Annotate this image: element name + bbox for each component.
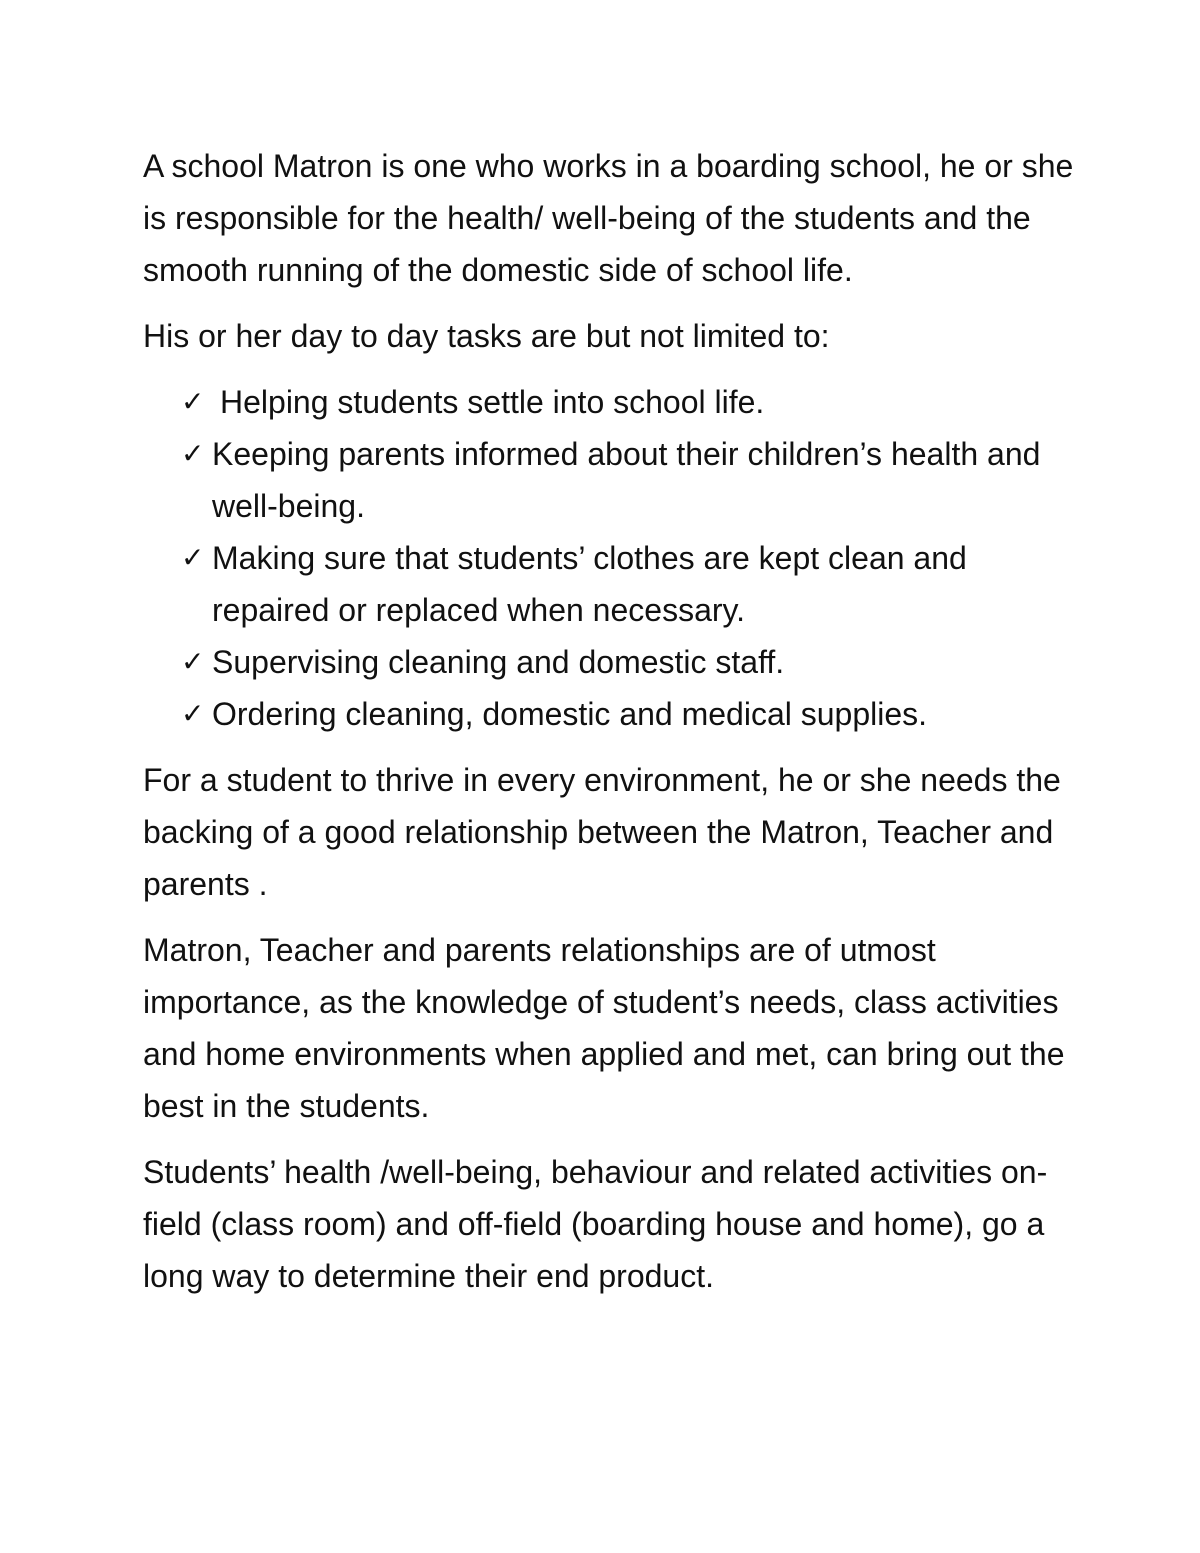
document-body [143,140,1088,1316]
task-item [143,636,1088,688]
task-item [143,688,1088,740]
task-item [143,428,1088,532]
task-text: Making sure that students’ clothes are kept clean and repaired or replaced when necessary. [212,540,967,628]
importance-paragraph: Matron, Teacher and parents relationships are of utmost importance, as the knowledge of student’s needs, class activities and home environments when applied and met, can bring out the best in the students. [143,932,1065,1124]
checkmark-icon: ✓ [181,437,205,470]
checkmark-icon: ✓ [181,385,205,418]
task-text: Supervising cleaning and domestic staff. [212,644,785,680]
task-item [143,532,1088,636]
task-item [143,376,1088,428]
task-text: Keeping parents informed about their children’s health and well-being. [212,436,1041,524]
intro-paragraph: A school Matron is one who works in a boarding school, he or she is responsible for the health/ well-being of the students and the smooth running of the domestic side of school life. [143,148,1074,288]
task-checklist [143,376,1088,740]
conclusion-paragraph: Students’ health /well-being, behaviour and related activities on-field (class room) and off-field (boarding house and home), go a long way to determine their end product. [143,1154,1048,1294]
task-text: Ordering cleaning, domestic and medical supplies. [212,696,928,732]
checkmark-icon: ✓ [181,697,205,730]
checkmark-icon: ✓ [181,645,205,678]
relationship-paragraph: For a student to thrive in every environment, he or she needs the backing of a good relationship between the Matron, Teacher and parents . [143,762,1061,902]
task-text: Helping students settle into school life. [220,384,765,420]
checkmark-icon: ✓ [181,541,205,574]
tasks-lead-in: His or her day to day tasks are but not limited to: [143,318,830,354]
